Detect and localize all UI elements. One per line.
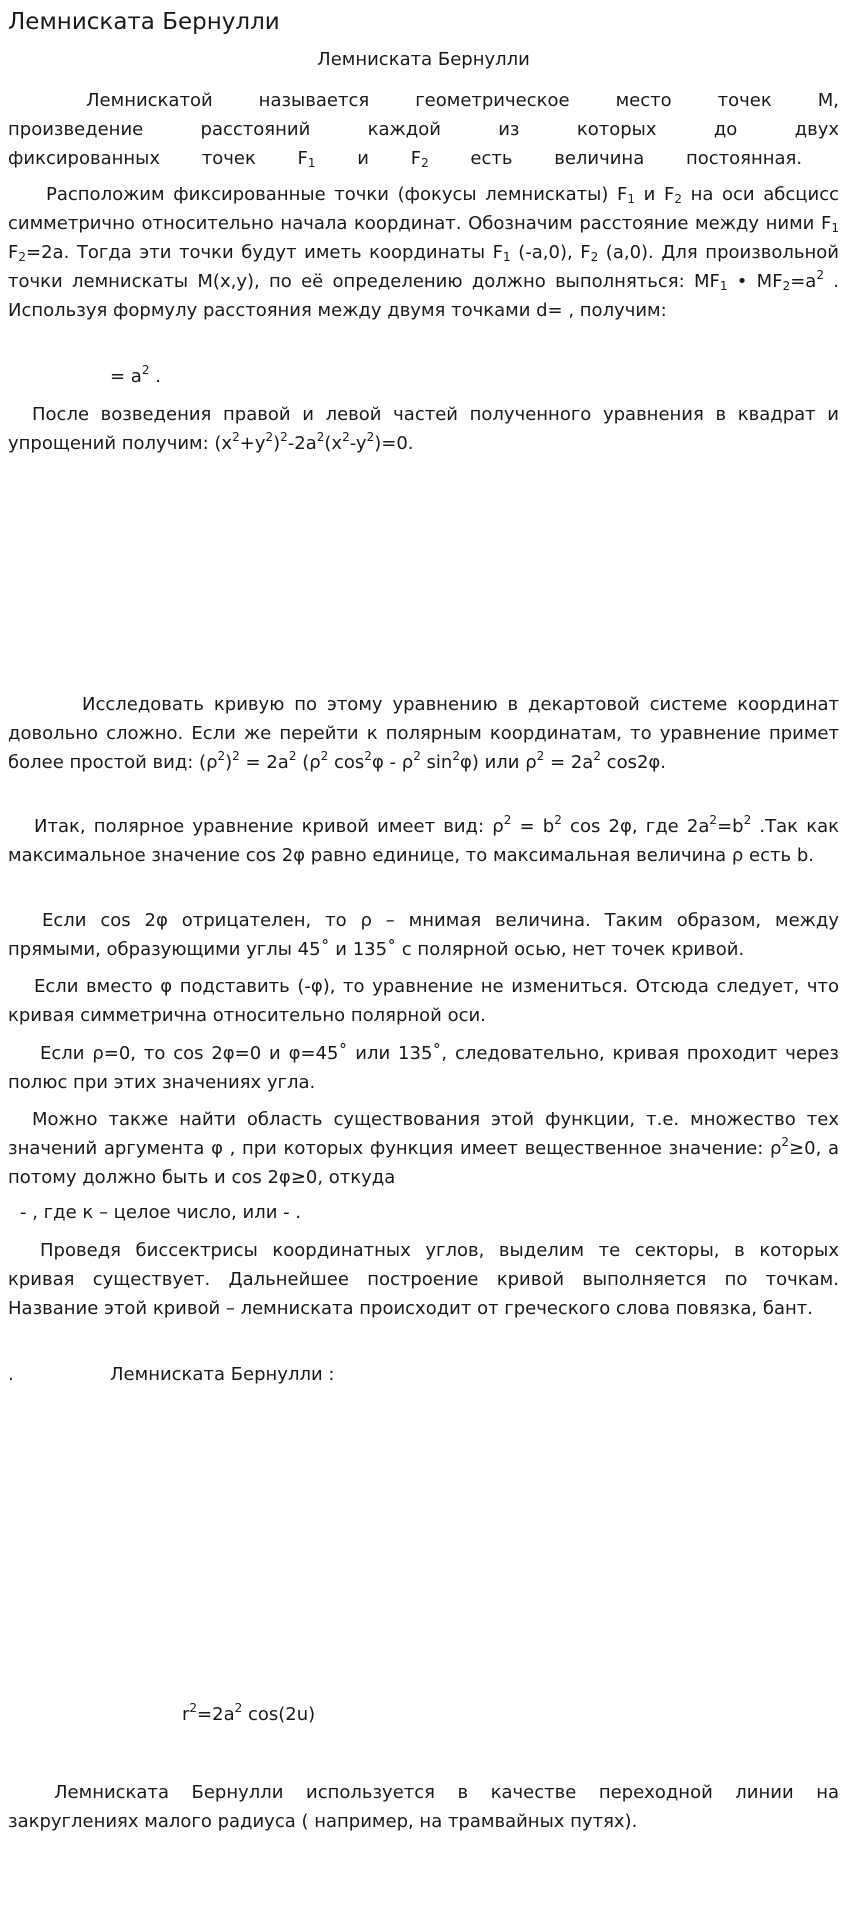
text: (ρ: [296, 752, 321, 773]
paragraph-symmetry: [8, 972, 839, 1030]
subscript: 2: [421, 156, 429, 170]
text: =a: [790, 271, 817, 292]
caption-dot: .: [8, 1364, 14, 1385]
text: Если cos 2φ отрицателен, то ρ – мнимая величина. Таким образом, между прямыми, образующими углы 45˚ и 135˚ с полярной осью, нет точек кривой.: [8, 910, 839, 960]
superscript: 2: [189, 1701, 198, 1715]
subscript: 2: [590, 250, 599, 264]
text: r: [182, 1704, 190, 1725]
text: )=0.: [374, 433, 414, 454]
paragraph-polar-transition: [8, 690, 839, 777]
text: φ - ρ: [371, 752, 414, 773]
text: (x: [324, 433, 343, 454]
subscript: 1: [719, 279, 728, 293]
paragraph-domain: [8, 1105, 839, 1192]
subscript: 1: [627, 192, 636, 206]
superscript: 2: [364, 749, 372, 763]
superscript: 2: [709, 813, 718, 827]
text: = 2a: [544, 752, 594, 773]
text: • MF: [727, 271, 783, 292]
superscript: 2: [452, 749, 460, 763]
subscript: 2: [674, 192, 682, 206]
text: -2a: [287, 433, 317, 454]
paragraph-application: [8, 1778, 839, 1836]
text: = b: [511, 816, 555, 837]
superscript: 2: [743, 813, 752, 827]
superscript: 2: [593, 749, 601, 763]
text: Если вместо φ подставить (-φ), то уравнение не измениться. Отсюда следует, что кривая симметрична относительно полярной оси.: [8, 976, 839, 1026]
text: .Так как максимальное значение cos 2φ равно единице, то максимальная величина ρ есть b.: [8, 816, 839, 866]
formula-polar-form: [182, 1700, 482, 1729]
text: ≥0, а потому должно быть и cos 2φ≥0, откуда: [8, 1138, 839, 1188]
text: После возведения правой и левой частей полученного уравнения в квадрат и упрощений получим: (x: [8, 404, 839, 454]
text: Можно также найти область существования этой функции, т.е. множество тех значений аргумента φ , при которых функция имеет вещественное значение: ρ: [8, 1109, 839, 1159]
text: ): [225, 752, 233, 773]
figure-caption: Лемниската Бернулли :: [110, 1364, 335, 1385]
superscript: 2: [342, 430, 350, 444]
text: Расположим фиксированные точки (фокусы лемнискаты) F: [46, 184, 628, 205]
superscript: 2: [554, 813, 562, 827]
page-title: Лемниската Бернулли: [8, 9, 280, 35]
superscript: 2: [816, 268, 824, 282]
text: Проведя биссектрисы координатных углов, выделим те секторы, в которых кривая существует. Дальнейшее построение кривой выполняется по точкам. Название этой кривой – лемниската происходит от греческого слова повязка, бант.: [8, 1240, 839, 1319]
subscript: 2: [782, 279, 791, 293]
text: =2a. Тогда эти точки будут иметь координаты F: [26, 242, 504, 263]
text: -y: [349, 433, 367, 454]
text: на оси абсцисс симметрично относительно начала координат. Обозначим расстояние между ними F: [8, 184, 840, 234]
text: и F: [315, 148, 422, 169]
text: . Используя формулу расстояния между двумя точками d= , получим:: [8, 271, 839, 321]
text: = a: [110, 366, 142, 387]
text: Лемниската Бернулли используется в качестве переходной линии на закруглениях малого радиуса ( например, на трамвайных путях).: [8, 1782, 839, 1832]
superscript: 2: [232, 430, 240, 444]
text: Итак, полярное уравнение кривой имеет вид: ρ: [34, 816, 504, 837]
text: cos: [328, 752, 365, 773]
lemniscate-figure-placeholder: [8, 1400, 839, 1700]
superscript: 2: [503, 813, 512, 827]
text: Если ρ=0, то cos 2φ=0 и φ=45˚ или 135˚, следовательно, кривая проходит через полюс при этих значениях угла.: [8, 1043, 839, 1093]
paragraph-imaginary-values: [8, 906, 839, 964]
paragraph-cartesian-equation: [8, 400, 839, 458]
text: sin: [420, 752, 453, 773]
subscript: 1: [307, 156, 316, 170]
text: (-a,0), F: [510, 242, 591, 263]
text: Лемнискатой называется геометрическое место точек М, произведение расстояний каждой из которых до двух фиксированных точек F: [8, 90, 839, 169]
superscript: 2: [320, 749, 329, 763]
figure-placeholder: [8, 460, 839, 680]
text: cos(2u): [242, 1704, 316, 1725]
text: - , где к – целое число, или - .: [20, 1202, 302, 1223]
superscript: 2: [413, 749, 421, 763]
text: +y: [239, 433, 266, 454]
superscript: 2: [217, 749, 226, 763]
subscript: 1: [503, 250, 511, 264]
paragraph-pole: [8, 1039, 839, 1097]
superscript: 2: [232, 749, 240, 763]
superscript: 2: [265, 430, 274, 444]
paragraph-definition: [8, 86, 839, 173]
text: (a,0). Для произвольной точки лемнискаты M(x,y), по её определению должно выполняться: MF: [8, 242, 839, 292]
text: ): [273, 433, 281, 454]
text: φ) или ρ: [459, 752, 537, 773]
formula-domain-range: [20, 1198, 520, 1227]
subscript: 2: [18, 250, 26, 264]
text: F: [8, 242, 19, 263]
text: и F: [635, 184, 675, 205]
superscript: 2: [141, 363, 150, 377]
superscript: 2: [234, 1701, 243, 1715]
superscript: 2: [781, 1135, 790, 1149]
paragraph-polar-equation: [8, 812, 839, 870]
superscript: 2: [316, 430, 325, 444]
text: = 2a: [239, 752, 289, 773]
document-title: Лемниската Бернулли: [317, 49, 530, 70]
paragraph-foci: [8, 180, 839, 325]
text: cos 2φ, где 2a: [561, 816, 710, 837]
text: есть величина постоянная.: [428, 148, 803, 169]
text: =b: [717, 816, 744, 837]
subscript: 1: [831, 221, 839, 235]
formula-product-distances: [110, 362, 410, 391]
superscript: 2: [366, 430, 375, 444]
text: cos2φ.: [600, 752, 667, 773]
text: .: [149, 366, 161, 387]
superscript: 2: [288, 749, 297, 763]
text: =2a: [197, 1704, 235, 1725]
superscript: 2: [280, 430, 288, 444]
text: Исследовать кривую по этому уравнению в декартовой системе координат довольно сложно. Если же перейти к полярным координатам, то уравнение примет более простой вид: (ρ: [8, 694, 839, 773]
superscript: 2: [536, 749, 545, 763]
paragraph-construction: [8, 1236, 839, 1323]
